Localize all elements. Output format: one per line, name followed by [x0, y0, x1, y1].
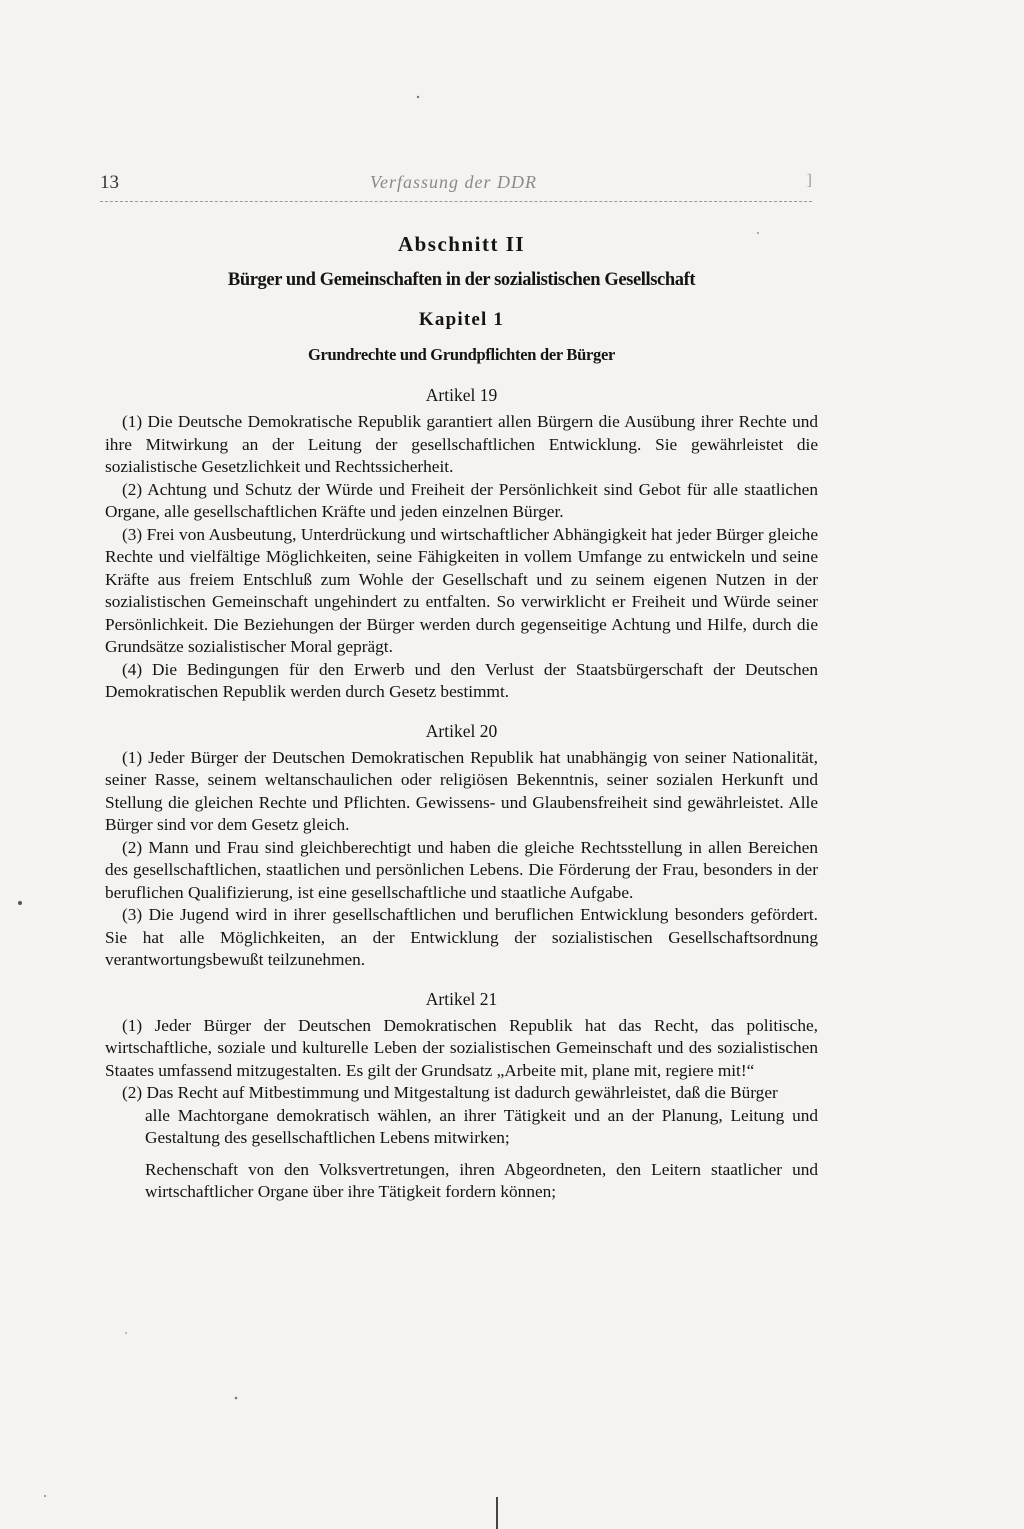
paragraph: (4) Die Bedingungen für den Erwerb und den Verlust der Staatsbürgerschaft der Deutschen Demokratischen Republik werden durch Gesetz bestimmt.: [105, 659, 818, 701]
list-item: Rechenschaft von den Volksvertretungen, ihren Abgeordneten, den Leitern staatlicher und wirtschaftlicher Organe über ihre Tätigkeit fordern können;: [145, 1159, 818, 1201]
chapter-title: Kapitel 1: [418, 309, 505, 330]
header-mark: ]: [806, 172, 812, 189]
article-title: Artikel 20: [425, 720, 498, 741]
paragraph: (2) Das Recht auf Mitbestimmung und Mitgestaltung ist dadurch gewährleistet, daß die Bürger: [122, 1083, 778, 1102]
scan-speck: [18, 901, 22, 905]
section-subtitle: Bürger und Gemeinschaften in der sozialistischen Gesellschaft: [227, 270, 696, 290]
scan-speck: [757, 232, 759, 234]
scan-speck: [44, 1495, 46, 1497]
scan-speck: [235, 1397, 238, 1400]
paragraph: (1) Jeder Bürger der Deutschen Demokratischen Republik hat das Recht, das politische, wirtschaftliche, soziale und kulturelle Leben der sozialistischen Gemeinschaft und des sozialistischen Staates umfassend mitzugestalten. Es gilt der Grundsatz „Arbeite mit, plane mit, regiere mit!“: [105, 1015, 818, 1080]
list-item: alle Machtorgane demokratisch wählen, an ihrer Tätigkeit und an der Planung, Leitung und Gestaltung des gesellschaftlichen Lebens mitwirken;: [145, 1105, 818, 1147]
article-title: Artikel 19: [425, 385, 498, 405]
paragraph: (1) Die Deutsche Demokratische Republik garantiert allen Bürgern die Ausübung ihrer Rechte und ihre Mitwirkung an der Leitung der gesellschaftlichen Entwicklung. Sie gewährleistet die sozialistische Gesetzlichkeit und Rechtssicherheit.: [105, 412, 818, 476]
scan-speck: [125, 1332, 127, 1334]
paragraph: (2) Achtung und Schutz der Würde und Freiheit der Persönlichkeit sind Gebot für alle staatlichen Organe, alle gesellschaftlichen Kräfte und jeden einzelnen Bürger.: [105, 479, 818, 521]
scan-speck: [417, 96, 419, 98]
page-number: 13: [100, 172, 119, 193]
scan-line-mark: [496, 1497, 498, 1529]
paragraph: (2) Mann und Frau sind gleichberechtigt und haben die gleiche Rechtsstellung in allen Bereichen des gesellschaftlichen, staatlichen und persönlichen Lebens. Die Förderung der Frau, besonders in der beruflichen Qualifizierung, ist eine gesellschaftliche und staatliche Aufgabe.: [105, 837, 818, 902]
paragraph: (3) Frei von Ausbeutung, Unterdrückung und wirtschaftlicher Abhängigkeit hat jeder Bürger gleiche Rechte und vielfältige Möglichkeiten, seine Fähigkeiten in vollem Umfange zu entwickeln und seine Kräfte aus freiem Entschluß zum Wohle der Gesellschaft und zu seinem eigenen Nutzen in der sozialistischen Gemeinschaft ungehindert zu entfalten. So verwirklicht er Freiheit und Würde seiner Persönlichkeit. Die Beziehungen der Bürger werden durch gegenseitige Achtung und Hilfe, durch die Grundsätze sozialistischer Moral geprägt.: [105, 524, 818, 656]
paragraph: (1) Jeder Bürger der Deutschen Demokratischen Republik hat unabhängig von seiner Nationalität, seiner Rasse, seinem weltanschaulichen oder religiösen Bekenntnis, seiner sozialen Herkunft und Stellung die gleichen Rechte und Pflichten. Gewissens- und Glaubensfreiheit sind gewährleistet. Alle Bürger sind vor dem Gesetz gleich.: [105, 747, 818, 834]
paragraph: (3) Die Jugend wird in ihrer gesellschaftlichen und beruflichen Entwicklung besonders gefördert. Sie hat alle Möglichkeiten, an der Entwicklung der sozialistischen Gesellschaftsordnung verantwortungsbewußt teilzunehmen.: [105, 905, 818, 969]
article-title: Artikel 21: [425, 988, 498, 1009]
chapter-subtitle: Grundrechte und Grundpflichten der Bürger: [307, 345, 616, 364]
section-title: Abschnitt II: [397, 232, 526, 256]
running-title: Verfassung der DDR: [370, 172, 537, 192]
